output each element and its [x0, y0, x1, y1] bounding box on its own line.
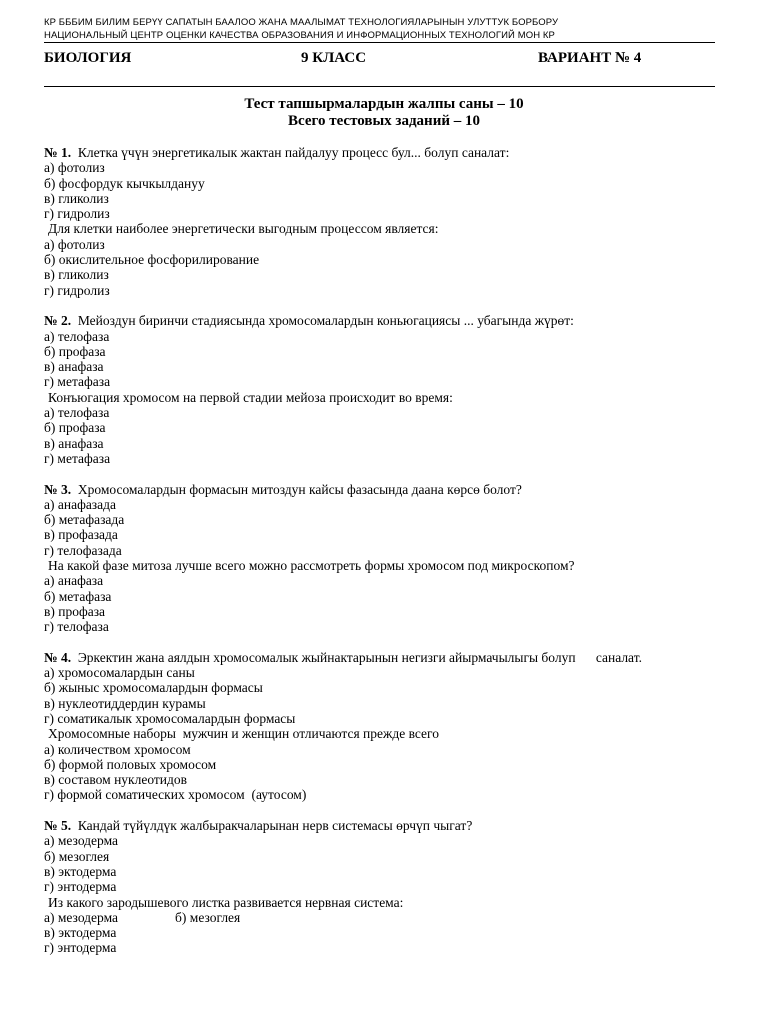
option: в) гликолиз	[44, 190, 109, 206]
organization-header	[44, 16, 558, 42]
option: в) составом нуклеотидов	[44, 772, 188, 788]
question-list	[44, 145, 724, 971]
option: б) профаза	[44, 343, 106, 359]
option: г) энтодерма	[44, 940, 117, 956]
option: г) метафаза	[44, 374, 111, 390]
question-text-ky: Клетка үчүн энергетикалык жактан пайдалуу процесс бул... болуп саналат:	[77, 145, 510, 160]
question-number: № 1.	[44, 145, 72, 160]
question-1	[44, 145, 724, 298]
option: г) гидролиз	[44, 206, 110, 222]
option: б) фосфордук кычкылдануу	[44, 175, 205, 191]
option: а) фотолиз	[44, 236, 105, 252]
option: г) телофаза	[44, 619, 109, 635]
question-text-ru: Конъюгация хромосом на первой стадии мейоза происходит во время:	[48, 389, 453, 405]
option: г) гидролиз	[44, 282, 110, 298]
option: в) анафаза	[44, 359, 104, 375]
option: б) профаза	[44, 420, 106, 436]
question-text-ru: Из какого зародышевого листка развивается нервная система:	[48, 894, 404, 910]
option: б) формой половых хромосом	[44, 756, 217, 772]
option: г) соматикалык хромосомалардын формасы	[44, 710, 296, 726]
option: г) телофазада	[44, 542, 122, 558]
question-number: № 3.	[44, 481, 72, 497]
option: а) телофаза	[44, 328, 110, 344]
organization-line-ky: КР БББИМ БИЛИМ БЕРҮҮ САПАТЫН БААЛОО ЖАНА МААЛЫМАТ ТЕХНОЛОГИЯЛАРЫНЫН УЛУТТУК БОРБОРУ	[44, 17, 559, 28]
option: б) мезоглея	[44, 848, 110, 864]
option: а) анафаза	[44, 573, 104, 589]
option: в) эктодерма	[44, 925, 117, 941]
question-2	[44, 313, 724, 466]
option: б) метафаза	[44, 588, 112, 604]
total-tasks	[0, 96, 768, 130]
subject-title: БИОЛОГИЯ	[44, 50, 132, 66]
option: в) эктодерма	[44, 863, 117, 879]
question-number: № 2.	[44, 313, 72, 329]
organization-line-ru: НАЦИОНАЛЬНЫЙ ЦЕНТР ОЦЕНКИ КАЧЕСТВА ОБРАЗОВАНИЯ И ИНФОРМАЦИОННЫХ ТЕХНОЛОГИЙ МОН КР	[44, 30, 555, 41]
option: а) фотолиз	[44, 160, 105, 176]
question-3	[44, 482, 724, 635]
question-text-ru: На какой фазе митоза лучше всего можно рассмотреть формы хромосом под микроскопом?	[48, 558, 575, 574]
option-row	[44, 910, 724, 925]
top-divider	[44, 42, 715, 43]
option: г) энтодерма	[44, 879, 117, 895]
option: г) метафаза	[44, 450, 111, 466]
option: а) мезодерма	[44, 833, 119, 849]
option: в) анафаза	[44, 435, 104, 451]
grade-label: 9 КЛАСС	[301, 50, 367, 66]
question-4	[44, 650, 724, 803]
option: в) профаза	[44, 603, 106, 619]
option: а) мезодерма	[44, 909, 119, 925]
header-divider	[44, 86, 715, 87]
question-number: № 4.	[44, 649, 72, 665]
option: б) жыныс хромосомалардын формасы	[44, 680, 263, 696]
option: а) хромосомалардын саны	[44, 665, 195, 681]
option: в) гликолиз	[44, 267, 109, 283]
question-text-ru: Для клетки наиболее энергетически выгодным процессом является:	[48, 221, 439, 237]
question-text-ru: Хромосомные наборы мужчин и женщин отличаются прежде всего	[48, 726, 439, 742]
option: в) нуклеотиддердин курамы	[44, 695, 206, 711]
document-header	[44, 50, 715, 72]
question-text-ky: Мейоздун биринчи стадиясында хромосомалардын коньюгациясы ... убагында жүрөт:	[77, 313, 574, 329]
option: в) профазада	[44, 527, 118, 543]
question-5	[44, 818, 724, 956]
total-tasks-ru: Всего тестовых заданий – 10	[288, 113, 480, 129]
question-number: № 5.	[44, 818, 72, 834]
option: б) метафазада	[44, 512, 125, 528]
option: а) количеством хромосом	[44, 741, 191, 757]
option: а) анафазада	[44, 496, 116, 512]
question-text-ky: Хромосомалардын формасын митоздун кайсы фазасында даана көрсө болот?	[77, 481, 522, 497]
option: г) формой соматических хромосом (аутосом)	[44, 787, 307, 803]
option: а) телофаза	[44, 405, 110, 421]
variant-label: ВАРИАНТ № 4	[538, 50, 642, 66]
question-text-ky: Эркектин жана аялдын хромосомалык жыйнактарынын негизги айырмачылыгы болуп саналат.	[77, 649, 642, 665]
total-tasks-ky: Тест тапшырмалардын жалпы саны – 10	[244, 96, 524, 112]
option: б) окислительное фосфорилирование	[44, 252, 260, 268]
question-text-ky: Кандай түйүлдүк жалбыракчаларынан нерв системасы өрчүп чыгат?	[77, 818, 473, 834]
option: б) мезоглея	[175, 909, 241, 925]
